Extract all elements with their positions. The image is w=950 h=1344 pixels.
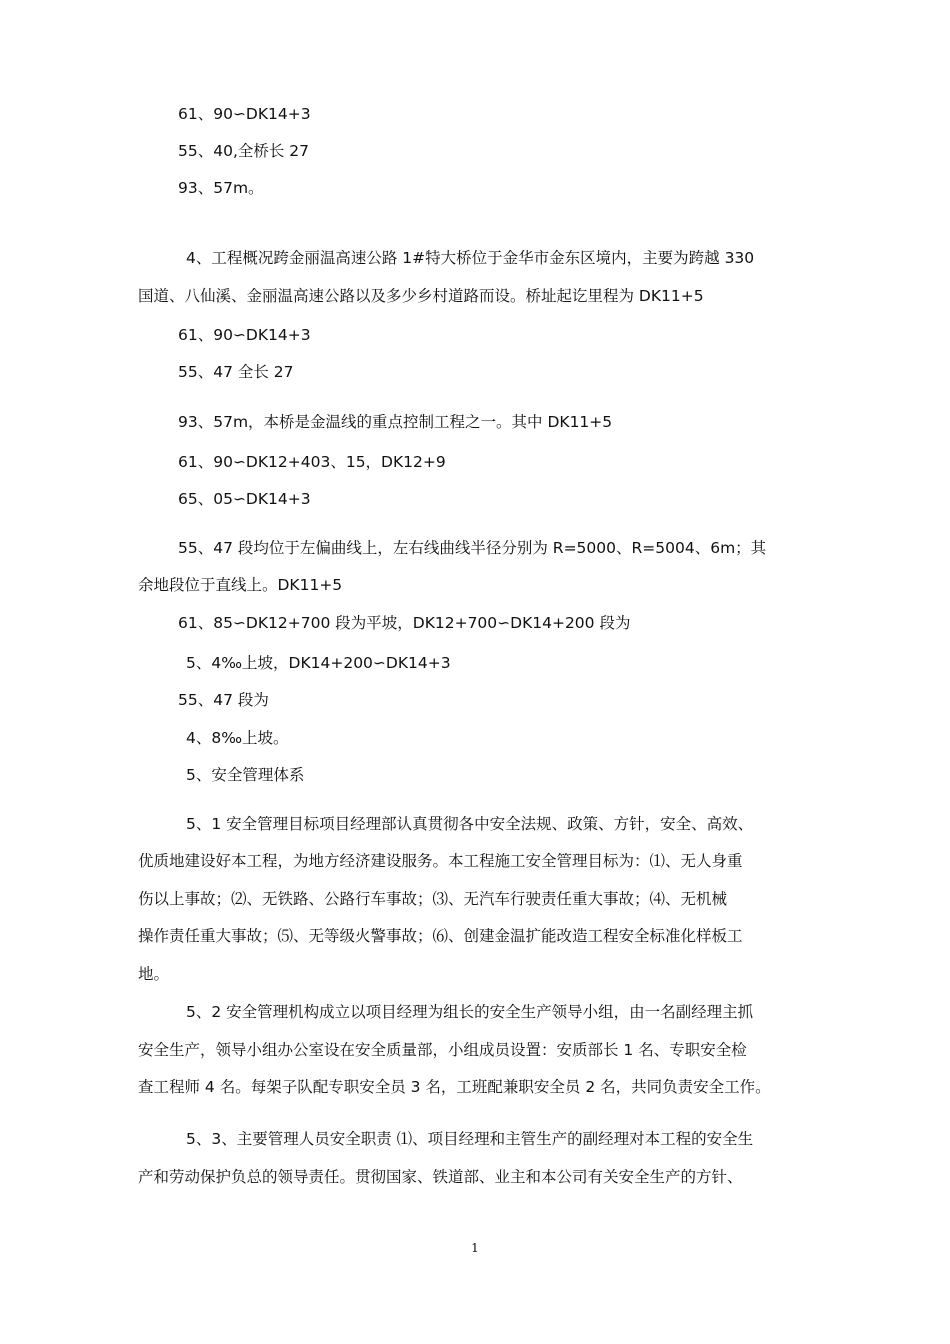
text-line: 93、57m。 xyxy=(178,179,264,197)
text-line: 55、47 段均位于左偏曲线上，左右线曲线半径分别为 R=5000、R=5004、6m；其 xyxy=(178,539,767,557)
text-line: 55、40,全桥长 27 xyxy=(178,142,310,160)
text-line: 4、工程概况跨金丽温高速公路 1#特大桥位于金华市金东区境内，主要为跨越 330 xyxy=(186,249,755,267)
text-line: 93、57m，本桥是金温线的重点控制工程之一。其中 DK11+5 xyxy=(178,413,613,431)
text-line: 安全生产，领导小组办公室设在安全质量部，小组成员设置：安质部长 1 名、专职安全检 xyxy=(138,1041,747,1059)
text-line: 61、90∽DK14+3 xyxy=(178,105,311,123)
text-line: 65、05∽DK14+3 xyxy=(178,490,311,508)
text-line: 4、8‰上坡。 xyxy=(186,729,289,747)
text-line: 5、3、主要管理人员安全职责 ⑴、项目经理和主管生产的副经理对本工程的安全生 xyxy=(186,1130,754,1148)
text-line: 61、90∽DK14+3 xyxy=(178,326,311,344)
text-line: 61、85∽DK12+700 段为平坡，DK12+700∽DK14+200 段为 xyxy=(178,614,631,632)
section-heading: 5、安全管理体系 xyxy=(186,766,305,784)
text-line: 55、47 全长 27 xyxy=(178,363,294,381)
text-line: 5、4‰上坡，DK14+200∽DK14+3 xyxy=(186,654,451,672)
text-line: 操作责任重大事故；⑸、无等级火警事故；⑹、创建金温扩能改造工程安全标准化样板工 xyxy=(138,927,743,945)
text-line: 伤以上事故；⑵、无铁路、公路行车事故；⑶、无汽车行驶责任重大事故；⑷、无机械 xyxy=(138,890,728,908)
page-number: 1 xyxy=(471,1241,479,1255)
text-line: 余地段位于直线上。DK11+5 xyxy=(138,576,343,594)
text-line: 5、1 安全管理目标项目经理部认真贯彻各中安全法规、政策、方针，安全、高效、 xyxy=(186,815,754,833)
text-line: 地。 xyxy=(138,965,170,983)
text-line: 产和劳动保护负总的领导责任。贯彻国家、铁道部、业主和本公司有关安全生产的方针、 xyxy=(138,1168,743,1186)
text-line: 优质地建设好本工程，为地方经济建设服务。本工程施工安全管理目标为：⑴、无人身重 xyxy=(138,852,743,870)
text-line: 61、90∽DK12+403、15，DK12+9 xyxy=(178,453,446,471)
text-line: 5、2 安全管理机构成立以项目经理为组长的安全生产领导小组，由一名副经理主抓 xyxy=(186,1003,754,1021)
text-line: 国道、八仙溪、金丽温高速公路以及多少乡村道路而设。桥址起讫里程为 DK11+5 xyxy=(138,287,704,305)
text-line: 查工程师 4 名。每架子队配专职安全员 3 名，工班配兼职安全员 2 名，共同负责安全工作。 xyxy=(138,1078,771,1096)
text-line: 55、47 段为 xyxy=(178,691,269,709)
